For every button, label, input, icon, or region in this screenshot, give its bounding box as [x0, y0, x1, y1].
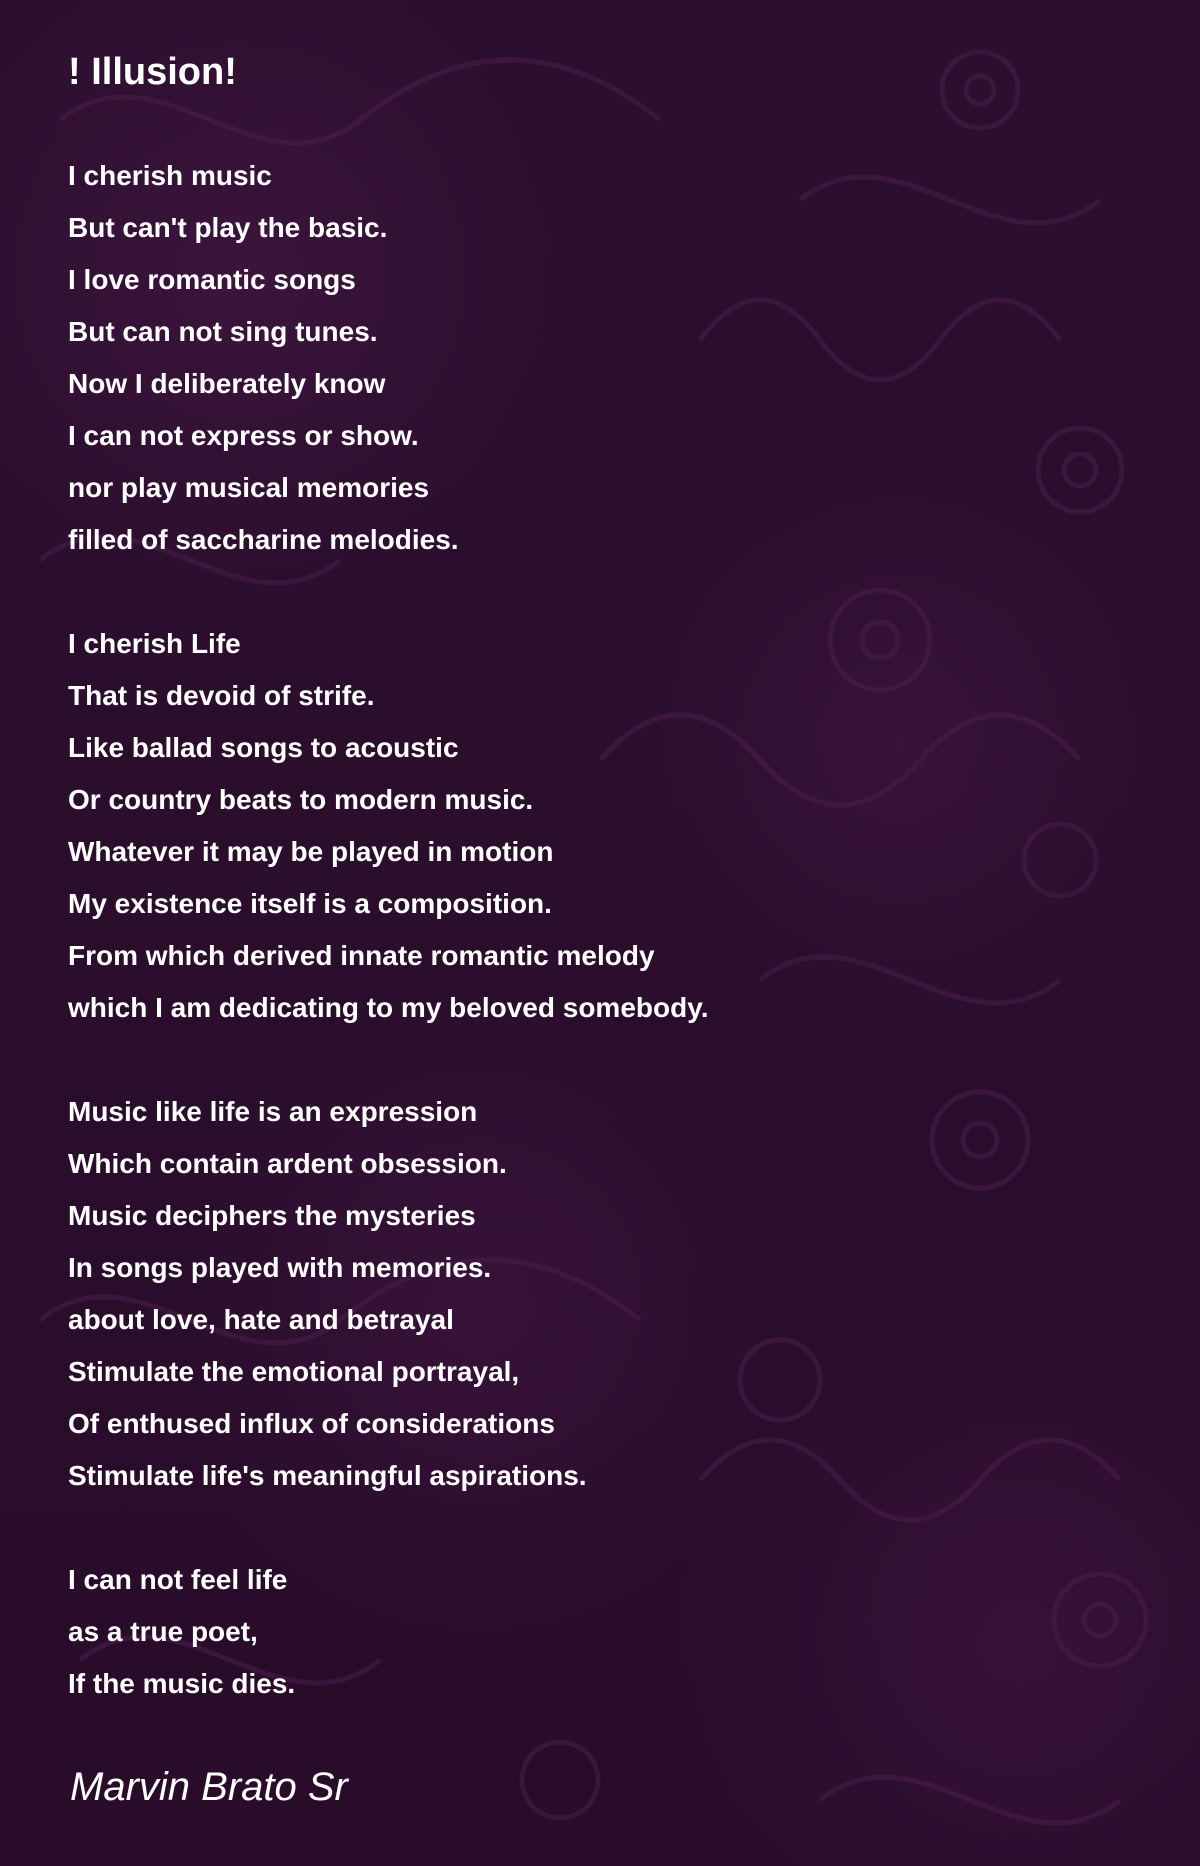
- poem-line: I can not express or show.: [68, 420, 419, 451]
- poem-line: I can not feel life: [68, 1564, 288, 1595]
- poem-line: Music like life is an expression: [68, 1096, 478, 1127]
- poem-line: Now I deliberately know: [68, 368, 386, 399]
- poem-line: Stimulate the emotional portrayal,: [68, 1356, 520, 1387]
- poem-line: But can not sing tunes.: [68, 316, 378, 347]
- poem-line: nor play musical memories: [68, 472, 430, 503]
- stanza-3: [68, 1086, 587, 1502]
- poem-line: which I am dedicating to my beloved somebody.: [68, 992, 709, 1023]
- poem-line: I love romantic songs: [68, 264, 356, 295]
- poem-line: My existence itself is a composition.: [68, 888, 552, 919]
- poem-line: filled of saccharine melodies.: [68, 524, 459, 555]
- poem-title: ! Illusion!: [68, 51, 237, 93]
- poem-line: Or country beats to modern music.: [68, 784, 534, 815]
- stanza-4: [68, 1554, 295, 1710]
- poem-line: But can't play the basic.: [68, 212, 388, 243]
- poem-line: Like ballad songs to acoustic: [68, 732, 459, 763]
- poem-line: That is devoid of strife.: [68, 680, 375, 711]
- poem-line: I cherish music: [68, 160, 272, 191]
- poem-line: I cherish Life: [68, 628, 241, 659]
- poem-line: Music deciphers the mysteries: [68, 1200, 476, 1231]
- poem-line: Which contain ardent obsession.: [68, 1148, 507, 1179]
- poem-line: From which derived innate romantic melody: [68, 940, 655, 971]
- poem-line: If the music dies.: [68, 1668, 296, 1699]
- stanza-1: [68, 150, 459, 566]
- poem-line: In songs played with memories.: [68, 1252, 492, 1283]
- poem-line: Stimulate life's meaningful aspirations.: [68, 1460, 587, 1491]
- poem-author: Marvin Brato Sr: [70, 1765, 348, 1809]
- poem-line: as a true poet,: [68, 1616, 258, 1647]
- poem-line: about love, hate and betrayal: [68, 1304, 454, 1335]
- poem-line: Of enthused influx of considerations: [68, 1408, 555, 1439]
- poem-line: Whatever it may be played in motion: [68, 836, 554, 867]
- stanza-2: [68, 618, 709, 1034]
